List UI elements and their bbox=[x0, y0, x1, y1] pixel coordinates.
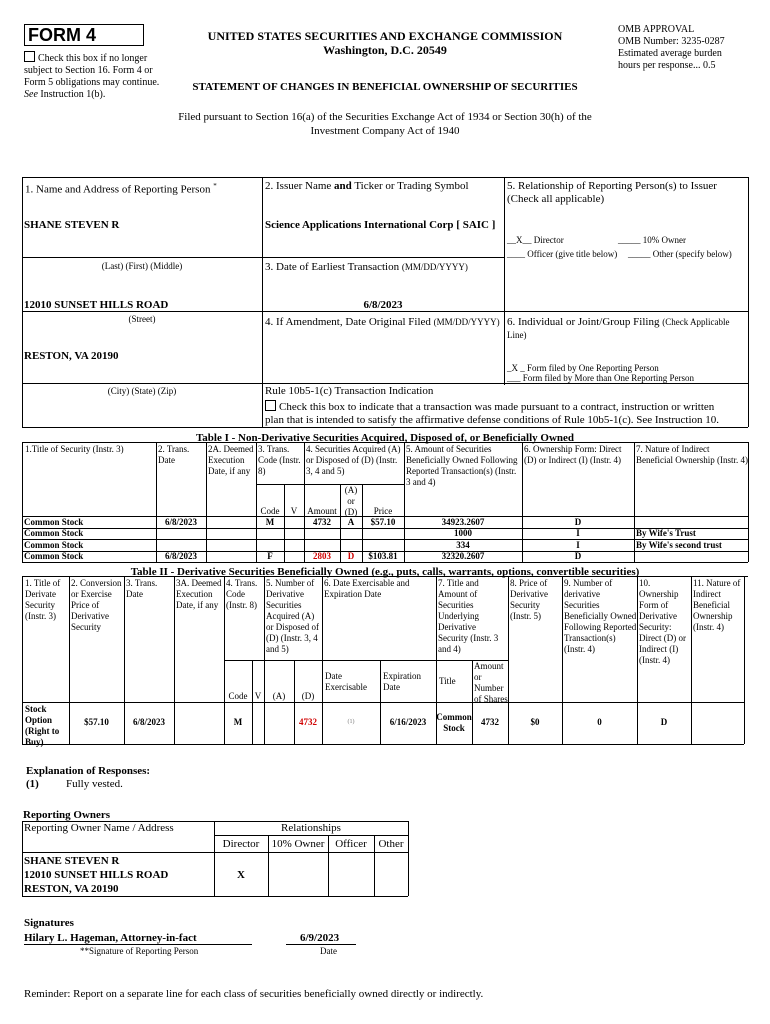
t1-row-owned: 34923.2607 bbox=[441, 516, 485, 527]
reporting-person-city: RESTON, VA 20190 bbox=[24, 350, 119, 362]
t1-row-form: D bbox=[574, 551, 582, 561]
t1-col-code: 3. Trans. Code (Instr. 8) bbox=[258, 444, 301, 476]
box5-label: 5. Relationship of Reporting Person(s) to Issuer (Check all applicable) bbox=[507, 180, 717, 205]
t1-row-owned: 32320.2607 bbox=[441, 551, 485, 561]
rule-10b5-title: Rule 10b5-1(c) Transaction Indication bbox=[265, 385, 434, 397]
table1-title: Table I - Non-Derivative Securities Acquired, Disposed of, or Beneficially Owned bbox=[195, 432, 575, 444]
t2-col-deriv-price: 8. Price of Derivative Security (Instr. 5) bbox=[510, 578, 548, 621]
rule-10b5-checkbox-text: Check this box to indicate that a transaction was made pursuant to a contract, instruction or written plan that is intended to satisfy the affirmative defense conditions of Rule 10b5-1(c). See Instruction 10. bbox=[265, 401, 720, 426]
t2-row-expiration: 6/16/2023 bbox=[389, 717, 427, 727]
t1-row-ad: A bbox=[347, 516, 355, 527]
box3-label: 3. Date of Earliest Transaction (MM/DD/YYYY) bbox=[265, 261, 468, 273]
t2-row-title: Stock Option (Right to Buy) bbox=[25, 704, 60, 747]
t2-col-exercisable: 6. Date Exercisable and Expiration Date bbox=[324, 578, 410, 599]
statement-title: STATEMENT OF CHANGES IN BENEFICIAL OWNERSHIP OF SECURITIES bbox=[192, 81, 578, 93]
t1-row-date: 6/8/2023 bbox=[164, 516, 197, 527]
more-reporting-persons-option[interactable]: ___ Form filed by More than One Reporting Person bbox=[507, 373, 694, 383]
t2-col-code: 4. Trans. Code (Instr. 8) bbox=[226, 578, 258, 610]
t1-col-date: 2. Trans. Date bbox=[158, 444, 190, 465]
owner-director-mark: X bbox=[237, 869, 245, 881]
t1-row-title: Common Stock bbox=[24, 551, 84, 561]
t1-col-title: 1.Title of Security (Instr. 3) bbox=[25, 444, 124, 454]
t2-sub-expiration: Expiration Date bbox=[383, 671, 421, 692]
t2-sub-exercisable: Date Exercisable bbox=[325, 671, 367, 692]
no-longer-subject-checkbox[interactable] bbox=[24, 51, 35, 62]
owners-col-other: Other bbox=[378, 838, 404, 850]
box1-label: 1. Name and Address of Reporting Person * bbox=[25, 182, 217, 196]
t2-row-code: M bbox=[233, 717, 243, 727]
t2-row-date: 6/8/2023 bbox=[132, 717, 165, 727]
t1-col-acquired: 4. Securities Acquired (A) or Disposed of (D) (Instr. 3, 4 and 5) bbox=[306, 444, 401, 476]
t1-col-amount-owned: 5. Amount of Securities Beneficially Owned Following Reported Transaction(s) (Instr. 3 and 4) bbox=[406, 444, 518, 487]
t2-row-disposed: 4732 bbox=[299, 717, 317, 727]
t1-sub-price: Price bbox=[373, 506, 393, 516]
t2-row-underlying-amount: 4732 bbox=[481, 717, 499, 727]
t1-row-form: D bbox=[574, 516, 582, 527]
t2-col-underlying: 7. Title and Amount of Securities Underlying Derivative Security (Instr. 3 and 4) bbox=[438, 578, 499, 654]
t1-row-title: Common Stock bbox=[24, 539, 84, 550]
t2-sub-d: (D) bbox=[301, 691, 315, 701]
city-caption: (City) (State) (Zip) bbox=[107, 386, 177, 396]
agency-name: UNITED STATES SECURITIES AND EXCHANGE COMMISSION bbox=[207, 29, 563, 43]
t2-row-deriv-price: $0 bbox=[530, 717, 540, 727]
t1-row-form: I bbox=[576, 539, 580, 550]
t2-sub-amount: Amount or Number of Shares bbox=[474, 661, 508, 704]
agency-location: Washington, D.C. 20549 bbox=[323, 43, 447, 57]
t1-row-form: I bbox=[576, 528, 580, 538]
issuer-name: Science Applications International Corp [ SAIC ] bbox=[265, 219, 496, 231]
t2-row-price: $57.10 bbox=[84, 717, 109, 727]
director-option[interactable]: __X__ Director bbox=[507, 235, 564, 245]
owners-col-officer: Officer bbox=[335, 838, 367, 850]
t1-row-price: $103.81 bbox=[368, 551, 398, 561]
t2-col-number-owned: 9. Number of derivative Securities Beneficially Owned Following Reported Transaction(s) (Instr. 4) bbox=[564, 578, 637, 654]
footnote-number: (1) bbox=[26, 778, 39, 790]
owner-city: RESTON, VA 20190 bbox=[24, 883, 119, 895]
explanation-title: Explanation of Responses: bbox=[26, 765, 151, 777]
rule-10b5-checkbox[interactable] bbox=[265, 400, 276, 411]
table2-title: Table II - Derivative Securities Beneficially Owned (e.g., puts, calls, warrants, options, convertible securities) bbox=[130, 566, 640, 578]
officer-option[interactable]: ____ Officer (give title below) bbox=[507, 249, 618, 259]
signature-date-caption: Date bbox=[320, 946, 337, 956]
t1-row-nature: By Wife's Trust bbox=[636, 528, 696, 538]
signature-date: 6/9/2023 bbox=[300, 932, 340, 944]
t1-row-date: 6/8/2023 bbox=[164, 551, 197, 561]
owner-street: 12010 SUNSET HILLS ROAD bbox=[24, 869, 169, 881]
t1-row-price: $57.10 bbox=[370, 516, 396, 527]
t1-row-nature: By Wife's second trust bbox=[636, 539, 722, 550]
t2-row-owned: 0 bbox=[597, 717, 602, 727]
ten-percent-owner-option[interactable]: _____ 10% Owner bbox=[618, 235, 686, 245]
box6-label: 6. Individual or Joint/Group Filing (Check Applicable Line) bbox=[507, 316, 730, 340]
name-caption: (Last) (First) (Middle) bbox=[101, 261, 183, 271]
box2-label: 2. Issuer Name and Ticker or Trading Symbol bbox=[265, 180, 469, 192]
t2-col-number: 5. Number of Derivative Securities Acquired (A) or Disposed of (D) (Instr. 3, 4 and 5) bbox=[266, 578, 319, 654]
no-longer-subject-checkbox-text: Check this box if no longer subject to Section 16. Form 4 or Form 5 obligations may continue. See Instruction 1(b). bbox=[24, 53, 160, 100]
t1-col-nature: 7. Nature of Indirect Beneficial Ownership (Instr. 4) bbox=[636, 444, 748, 465]
earliest-transaction-date: 6/8/2023 bbox=[363, 299, 403, 311]
other-option[interactable]: _____ Other (specify below) bbox=[628, 249, 732, 259]
t2-col-deemed: 3A. Deemed Execution Date, if any bbox=[176, 578, 222, 610]
t1-sub-v: V bbox=[290, 506, 298, 516]
t2-sub-v: V bbox=[254, 691, 262, 701]
t2-sub-code: Code bbox=[228, 691, 248, 701]
street-caption: (Street) bbox=[128, 314, 156, 324]
omb-approval-box: OMB APPROVAL OMB Number: 3235-0287 Estimated average burden hours per response... 0.5 bbox=[618, 24, 725, 71]
owner-name: SHANE STEVEN R bbox=[24, 855, 120, 867]
t1-row-code: F bbox=[267, 551, 273, 561]
t2-col-date: 3. Trans. Date bbox=[126, 578, 158, 599]
t2-col-conversion: 2. Conversion or Exercise Price of Derivative Security bbox=[71, 578, 122, 632]
t2-row-underlying-title: Common Stock bbox=[436, 712, 472, 733]
t1-sub-amount: Amount bbox=[307, 506, 337, 516]
t1-sub-a-or-d: (A) or (D) bbox=[344, 485, 358, 517]
signatures-title: Signatures bbox=[24, 917, 74, 929]
t2-col-title: 1. Title of Derivate Security (Instr. 3) bbox=[25, 578, 61, 621]
reporting-owners-title: Reporting Owners bbox=[23, 809, 111, 821]
owners-col-name: Reporting Owner Name / Address bbox=[24, 822, 174, 834]
t2-sub-a: (A) bbox=[272, 691, 286, 701]
t1-row-ad: D bbox=[347, 551, 355, 561]
t1-row-owned: 1000 bbox=[454, 528, 472, 538]
t2-row-exercisable: (1) bbox=[347, 719, 355, 725]
owners-col-relationships: Relationships bbox=[281, 822, 341, 834]
t1-row-title: Common Stock bbox=[24, 516, 84, 527]
filed-pursuant-line2: Investment Company Act of 1940 bbox=[310, 125, 460, 137]
t1-row-amount: 4732 bbox=[313, 516, 331, 527]
t1-col-ownership-form: 6. Ownership Form: Direct (D) or Indirect (I) (Instr. 4) bbox=[524, 444, 622, 465]
box4-label: 4. If Amendment, Date Original Filed (MM/DD/YYYY) bbox=[265, 316, 500, 328]
owners-col-director: Director bbox=[222, 838, 260, 850]
reporting-person-name: SHANE STEVEN R bbox=[24, 219, 120, 231]
one-reporting-person-option[interactable]: _X _ Form filed by One Reporting Person bbox=[507, 363, 659, 373]
t2-sub-title: Title bbox=[439, 676, 456, 686]
signature-caption: **Signature of Reporting Person bbox=[80, 946, 199, 956]
t1-col-deemed: 2A. Deemed Execution Date, if any bbox=[208, 444, 254, 476]
t1-row-owned: 334 bbox=[456, 539, 470, 550]
signer-name: Hilary L. Hageman, Attorney-in-fact bbox=[24, 932, 197, 944]
t2-col-ownership-form: 10. Ownership Form of Derivative Security: Direct (D) or Indirect (I) (Instr. 4) bbox=[639, 578, 686, 665]
t1-row-title: Common Stock bbox=[24, 528, 84, 538]
reporting-person-street: 12010 SUNSET HILLS ROAD bbox=[24, 299, 169, 311]
t2-col-nature: 11. Nature of Indirect Beneficial Ownership (Instr. 4) bbox=[693, 578, 741, 632]
filed-pursuant-line1: Filed pursuant to Section 16(a) of the Securities Exchange Act of 1934 or Section 30(h) of the bbox=[178, 111, 592, 123]
t1-sub-code: Code bbox=[260, 506, 280, 516]
reminder-text: Reminder: Report on a separate line for each class of securities beneficially owned directly or indirectly. bbox=[24, 988, 484, 1000]
owners-col-ten-percent: 10% Owner bbox=[271, 838, 325, 850]
t1-row-amount: 2803 bbox=[313, 551, 331, 561]
form-title: FORM 4 bbox=[24, 24, 144, 46]
t1-row-code: M bbox=[265, 516, 275, 527]
t2-row-form: D bbox=[660, 717, 668, 727]
footnote-text: Fully vested. bbox=[66, 778, 123, 790]
